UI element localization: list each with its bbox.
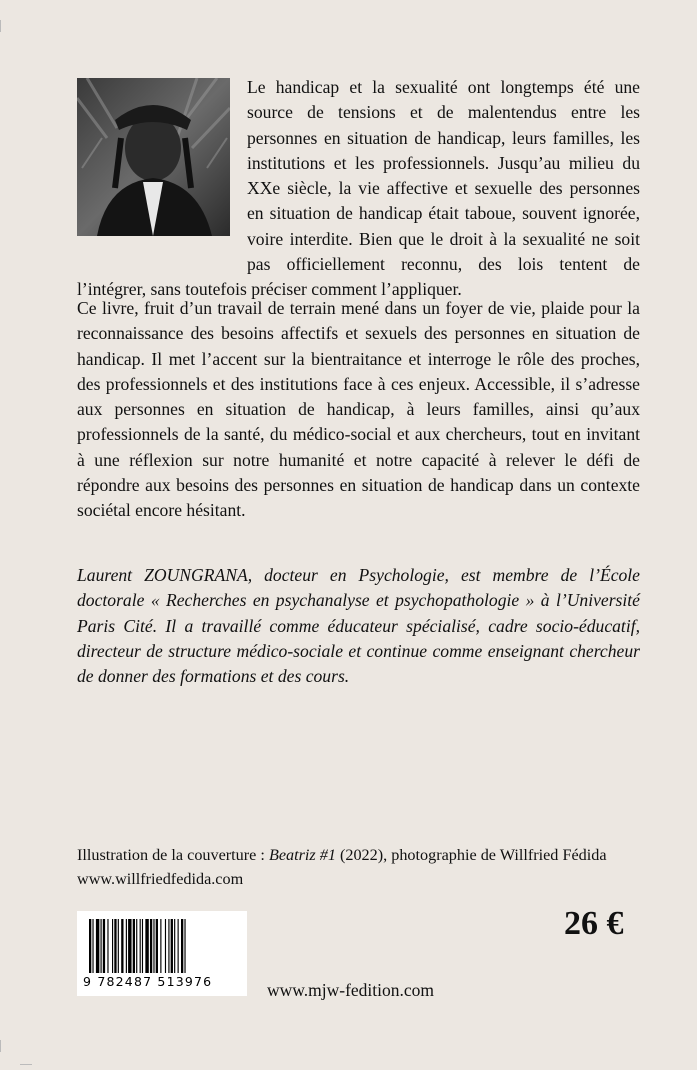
cover-credit-line [77,843,607,867]
barcode-bar [126,919,127,973]
barcode-bar [142,919,143,973]
author-bio: Laurent ZOUNGRANA, docteur en Psychologie, est membre de l’École doctorale « Recherches en psychanalyse et psychopathologie » à l’Université Paris Cité. Il a travaillé comme éducateur spécialisé, cadre socio-éducatif, directeur de structure médico-sociale et continue comme enseignant chercheur de donner des formations et des cours. [77,565,640,687]
credit-title: Beatriz #1 [268,846,336,864]
photo-spacer [77,75,247,253]
barcode-bar [150,919,152,973]
barcode-bar [121,919,123,973]
credit-prefix: Illustration de la couverture : [77,846,269,864]
barcode-bar [181,919,183,973]
barcode-bar [89,919,91,973]
barcode-bar [101,919,102,973]
credit-url[interactable]: www.willfriedfedida.com [77,870,244,888]
crop-mark [0,1040,1,1052]
barcode-bar [168,919,169,973]
barcode-bar [114,919,116,973]
barcode-bar [118,919,119,973]
cover-credit [77,843,607,891]
publisher-website[interactable]: www.mjw-fedition.com [267,980,435,1000]
barcode-bar [103,919,105,973]
barcode-bar [128,919,131,973]
barcode-bar [184,919,185,973]
barcode-bar [107,919,108,973]
barcode-bar [96,919,99,973]
barcode-bar [112,919,113,973]
isbn-number: 9 782487 513976 [83,974,213,989]
barcode-bar [92,919,93,973]
barcode-bar [153,919,154,973]
summary-paragraph-2: Ce livre, fruit d’un travail de terrain mené dans un foyer de vie, plaide pour la reconnaissance des besoins affectifs et sexuels des personnes en situation de handicap. Il met l’accent sur la bientraitance et interroge le rôle des proches, des professionnels et des institutions face à ces enjeux. Accessible, il s’adresse aux personnes en situation de handicap, à leurs familles, ainsi qu’aux professionnels de la santé, du médico-social et aux chercheurs, tout en invitant à une réflexion sur notre humanité et notre capacité à relever le défi de répondre aux besoins des personnes en situation de handicap dans un contexte sociétal encore hésitant. [77,298,640,521]
barcode-bar [165,919,166,973]
barcode-bar [171,919,173,973]
barcode-bar [140,919,141,973]
price: 26 € [564,905,624,942]
barcode-bar [178,919,179,973]
barcode-bar [160,919,161,973]
barcode-bar [174,919,175,973]
barcode-bar [156,919,158,973]
credit-suffix: (2022), photographie de Willfried Fédida [335,846,607,864]
barcode-bar [133,919,135,973]
crop-mark [20,1064,32,1065]
barcode-bar [136,919,137,973]
crop-mark [0,20,1,32]
barcode-bar [145,919,148,973]
summary-paragraph-1-text: Le handicap et la sexualité ont longtemps été une source de tensions et de malentendus entre les personnes en situation de handicap, leurs familles, les institutions et les professionnels. Jusqu’au milieu du XXe siècle, la vie affective et sexuelle des personnes en situation de handicap était taboue, souvent ignorée, voire interdite. Bien que le droit à la sexualité ne soit pas officiellement reconnu, des lois tentent de l’intégrer, sans toutefois préciser comment l’appliquer. [77,77,640,300]
summary-paragraph-1 [77,75,640,303]
